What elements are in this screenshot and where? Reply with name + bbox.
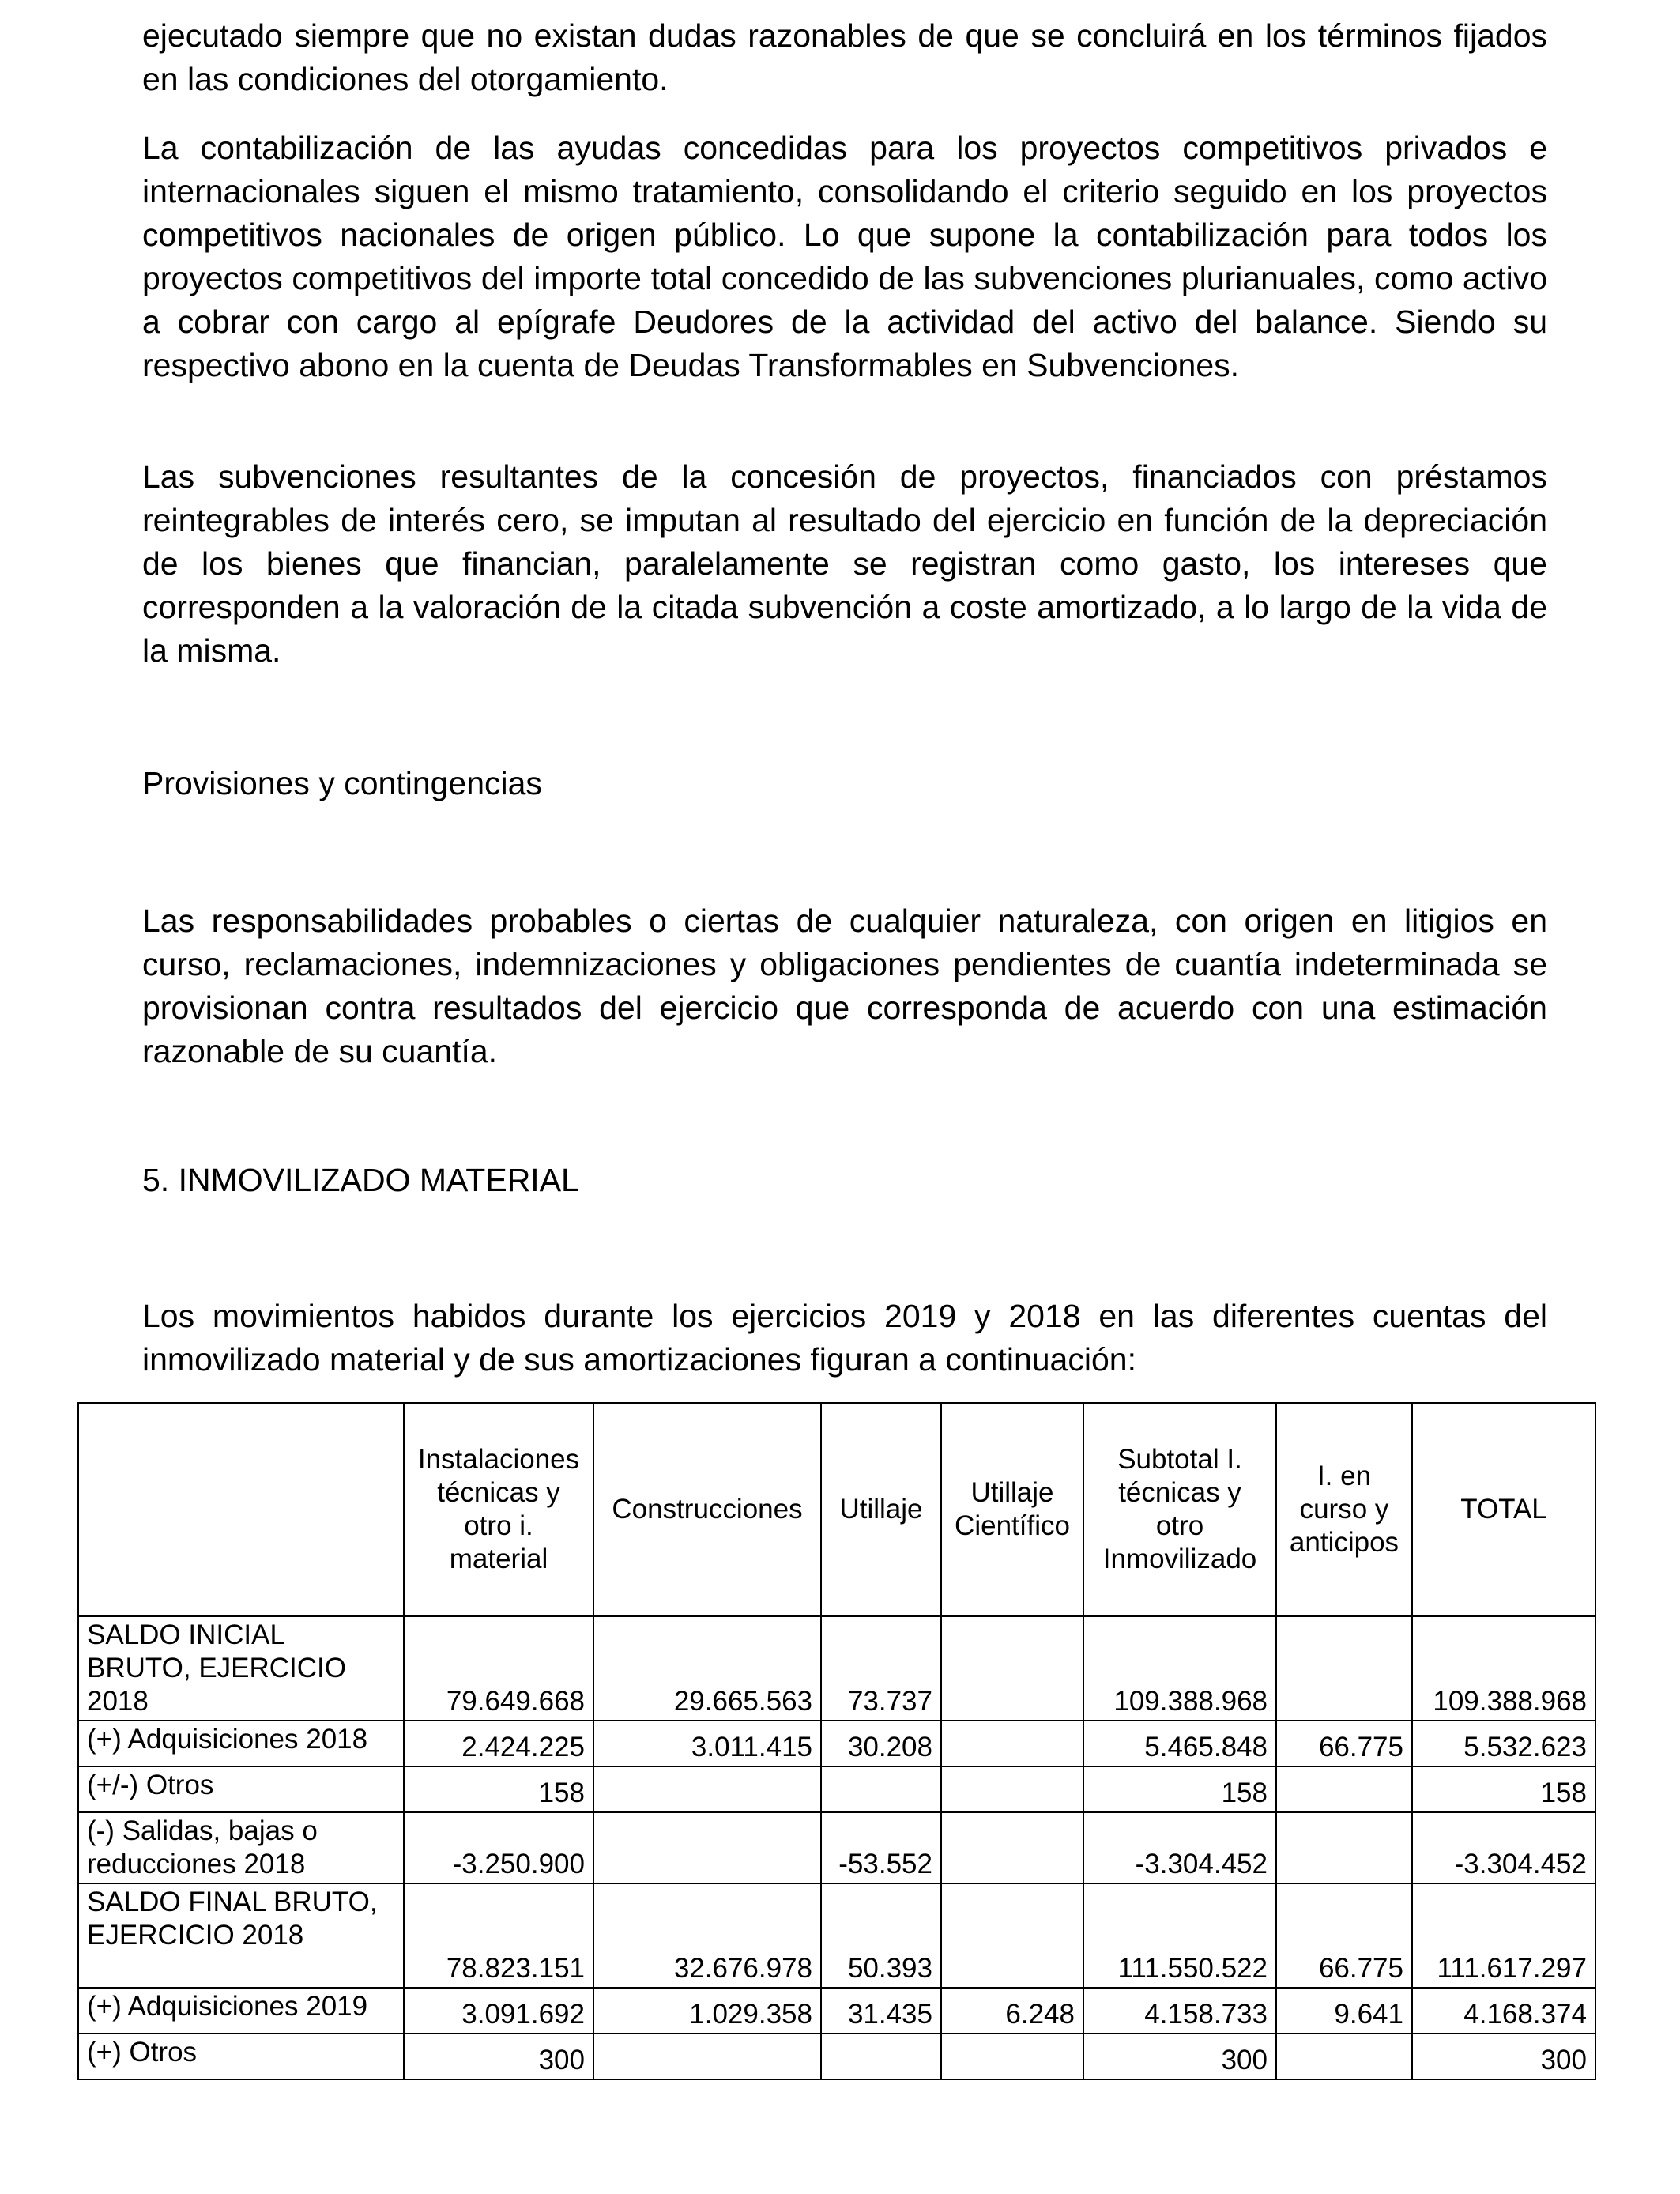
row-label: SALDO FINAL BRUTO, EJERCICIO 2018	[78, 1883, 404, 1988]
table-cell: 31.435	[821, 1988, 941, 2034]
table-cell: 6.248	[941, 1988, 1083, 2034]
paragraph-otorgamiento: ejecutado siempre que no existan dudas razonables de que se concluirá en los términos fijados en las condiciones del otorgamiento.	[142, 17, 1547, 97]
table-row	[78, 1812, 1595, 1883]
table-cell: 3.011.415	[593, 1721, 821, 1766]
table-cell: 5.465.848	[1083, 1721, 1276, 1766]
table-cell: 32.676.978	[593, 1883, 821, 1988]
header-total: TOTAL	[1412, 1403, 1595, 1616]
inmovilizado-table	[77, 1402, 1596, 2080]
table-cell	[941, 2034, 1083, 2079]
table-cell: 73.737	[821, 1616, 941, 1721]
table-cell: 78.823.151	[404, 1883, 593, 1988]
paragraph-subvenciones-prestamos: Las subvenciones resultantes de la concesión de proyectos, financiados con préstamos reintegrables de interés cero, se imputan al resultado del ejercicio en función de la depreciación de los bienes que financian, paralelamente se registran como gasto, los intereses que corresponden a la valoración de la citada subvención a coste amortizado, a lo largo de la vida de la misma.	[142, 458, 1547, 669]
table-cell	[821, 1766, 941, 1812]
header-utillaje: Utillaje	[821, 1403, 941, 1616]
header-subtotal: Subtotal I. técnicas y otro Inmovilizado	[1083, 1403, 1276, 1616]
table-cell	[1276, 1812, 1412, 1883]
table-cell: 66.775	[1276, 1883, 1412, 1988]
paragraph-ayudas-proyectos: La contabilización de las ayudas concedidas para los proyectos competitivos privados e internacionales siguen el mismo tratamiento, consolidando el criterio seguido en los proyectos competitivos nacionales de origen público. Lo que supone la contabilización para todos los proyectos competitivos del importe total concedido de las subvenciones plurianuales, como activo a cobrar con cargo al epígrafe Deudores de la actividad del activo del balance. Siendo su respectivo abono en la cuenta de Deudas Transformables en Subvenciones.	[142, 130, 1547, 383]
table-cell	[941, 1721, 1083, 1766]
row-label: (+) Adquisiciones 2019	[78, 1988, 404, 2034]
header-construcciones: Construcciones	[593, 1403, 821, 1616]
table-cell	[821, 2034, 941, 2079]
table-cell: 2.424.225	[404, 1721, 593, 1766]
table-cell: 30.208	[821, 1721, 941, 1766]
table-cell: 4.168.374	[1412, 1988, 1595, 2034]
table-header-row	[78, 1403, 1595, 1616]
table-cell	[1276, 2034, 1412, 2079]
table-cell	[941, 1766, 1083, 1812]
table-cell	[593, 1812, 821, 1883]
table-cell: -3.304.452	[1412, 1812, 1595, 1883]
table-cell: 5.532.623	[1412, 1721, 1595, 1766]
table-cell: 79.649.668	[404, 1616, 593, 1721]
table-cell	[593, 2034, 821, 2079]
table-cell: 9.641	[1276, 1988, 1412, 2034]
table-cell: 29.665.563	[593, 1616, 821, 1721]
table-cell: -3.304.452	[1083, 1812, 1276, 1883]
row-label: SALDO INICIAL BRUTO, EJERCICIO 2018	[78, 1616, 404, 1721]
table-cell	[1276, 1616, 1412, 1721]
table-cell: 4.158.733	[1083, 1988, 1276, 2034]
header-utillaje-cientifico: Utillaje Científico	[941, 1403, 1083, 1616]
table-row	[78, 2034, 1595, 2079]
table-cell: 66.775	[1276, 1721, 1412, 1766]
row-label: (-) Salidas, bajas o reducciones 2018	[78, 1812, 404, 1883]
row-label: (+/-) Otros	[78, 1766, 404, 1812]
table-cell: -53.552	[821, 1812, 941, 1883]
table-cell	[1276, 1766, 1412, 1812]
heading-provisiones: Provisiones y contingencias	[142, 765, 542, 801]
table-cell: 111.617.297	[1412, 1883, 1595, 1988]
header-en-curso: I. en curso y anticipos	[1276, 1403, 1412, 1616]
table-cell: 300	[1083, 2034, 1276, 2079]
table-cell: 300	[404, 2034, 593, 2079]
table-cell: 109.388.968	[1083, 1616, 1276, 1721]
table-cell: 158	[1412, 1766, 1595, 1812]
table-cell	[593, 1766, 821, 1812]
table-cell: 50.393	[821, 1883, 941, 1988]
heading-inmovilizado-material: 5. INMOVILIZADO MATERIAL	[142, 1162, 579, 1198]
table-cell: 3.091.692	[404, 1988, 593, 2034]
table-row	[78, 1616, 1595, 1721]
table-cell: 111.550.522	[1083, 1883, 1276, 1988]
header-cell-empty	[78, 1403, 404, 1616]
table-cell: 158	[404, 1766, 593, 1812]
table-cell	[941, 1883, 1083, 1988]
table-cell	[941, 1812, 1083, 1883]
header-instalaciones: Instalaciones técnicas y otro i. material	[404, 1403, 593, 1616]
table-cell: -3.250.900	[404, 1812, 593, 1883]
table-row	[78, 1721, 1595, 1766]
paragraph-responsabilidades: Las responsabilidades probables o ciertas de cualquier naturaleza, con origen en litigios en curso, reclamaciones, indemnizaciones y obligaciones pendientes de cuantía indeterminada se provisionan contra resultados del ejercicio que corresponda de acuerdo con una estimación razonable de su cuantía.	[142, 903, 1547, 1069]
paragraph-movimientos: Los movimientos habidos durante los ejercicios 2019 y 2018 en las diferentes cuentas del inmovilizado material y de sus amortizaciones figuran a continuación:	[142, 1298, 1547, 1378]
table-cell: 300	[1412, 2034, 1595, 2079]
table-row	[78, 1766, 1595, 1812]
table-cell	[941, 1616, 1083, 1721]
table-row	[78, 1883, 1595, 1988]
table-row	[78, 1988, 1595, 2034]
table-cell: 109.388.968	[1412, 1616, 1595, 1721]
row-label: (+) Adquisiciones 2018	[78, 1721, 404, 1766]
table-cell: 158	[1083, 1766, 1276, 1812]
table-cell: 1.029.358	[593, 1988, 821, 2034]
row-label: (+) Otros	[78, 2034, 404, 2079]
